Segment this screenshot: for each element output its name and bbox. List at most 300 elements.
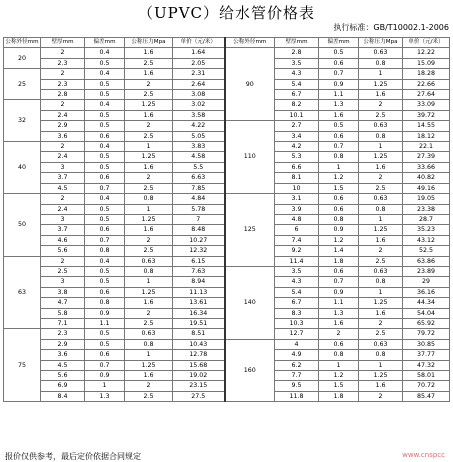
cell-wall: 5.4 xyxy=(275,79,319,89)
cell-price: 8.48 xyxy=(173,225,225,235)
cell-wall: 8.3 xyxy=(275,308,319,318)
header-price: 单价（元/米） xyxy=(403,38,450,48)
cell-price: 52.5 xyxy=(403,246,450,256)
cell-wall: 9.2 xyxy=(275,246,319,256)
cell-wall: 3.7 xyxy=(41,225,85,235)
cell-pressure: 0.8 xyxy=(359,131,403,141)
cell-price: 8.94 xyxy=(173,277,225,287)
cell-pressure: 1.6 xyxy=(359,235,403,245)
cell-wall: 4.6 xyxy=(41,235,85,245)
cell-wall: 3.7 xyxy=(41,173,85,183)
footnote: 报价仅供参考，最后定价依据合同规定 xyxy=(5,452,141,461)
table-row xyxy=(4,121,450,131)
cell-price: 63.86 xyxy=(403,256,450,266)
cell-wall: 3 xyxy=(41,162,85,172)
cell-pressure: 2.5 xyxy=(125,58,173,68)
cell-pressure: 1.6 xyxy=(359,162,403,172)
cell-deviation: 0.4 xyxy=(85,100,125,110)
cell-deviation: 0.9 xyxy=(319,287,359,297)
cell-wall: 7.1 xyxy=(41,318,85,328)
cell-wall: 2 xyxy=(41,100,85,110)
cell-pressure: 1.25 xyxy=(125,152,173,162)
cell-price: 7 xyxy=(173,214,225,224)
cell-deviation: 0.6 xyxy=(319,194,359,204)
cell-deviation: 0.5 xyxy=(85,110,125,120)
cell-pressure: 0.63 xyxy=(125,329,173,339)
cell-wall: 6.9 xyxy=(41,381,85,391)
cell-wall: 3.9 xyxy=(275,204,319,214)
cell-wall: 11.8 xyxy=(275,391,319,401)
cell-pressure: 1 xyxy=(125,142,173,152)
cell-pressure: 1 xyxy=(359,360,403,370)
cell-price: 39.72 xyxy=(403,110,450,120)
cell-pressure: 2 xyxy=(359,100,403,110)
table-header-row xyxy=(4,38,450,48)
cell-deviation: 0.6 xyxy=(319,204,359,214)
cell-price: 2.05 xyxy=(173,58,225,68)
cell-pressure: 0.8 xyxy=(125,266,173,276)
cell-pressure: 0.8 xyxy=(359,350,403,360)
cell-wall: 2.5 xyxy=(41,266,85,276)
cell-price: 11.13 xyxy=(173,287,225,297)
cell-price: 3.02 xyxy=(173,100,225,110)
cell-deviation: 0.5 xyxy=(85,121,125,131)
cell-pressure: 0.63 xyxy=(359,339,403,349)
cell-wall: 4.5 xyxy=(41,360,85,370)
cell-price: 12.22 xyxy=(403,48,450,58)
cell-deviation: 0.4 xyxy=(85,48,125,58)
cell-pressure: 1.6 xyxy=(125,371,173,381)
cell-dn: 25 xyxy=(4,69,41,100)
cell-wall: 2.4 xyxy=(41,204,85,214)
cell-price: 14.55 xyxy=(403,121,450,131)
cell-wall: 3 xyxy=(41,214,85,224)
cell-wall: 11.4 xyxy=(275,256,319,266)
cell-deviation: 1.4 xyxy=(319,246,359,256)
cell-price: 85.47 xyxy=(403,391,450,401)
cell-price: 4.84 xyxy=(173,194,225,204)
cell-price: 37.77 xyxy=(403,350,450,360)
cell-wall: 3.5 xyxy=(275,58,319,68)
cell-wall: 2.3 xyxy=(41,58,85,68)
cell-wall: 6.7 xyxy=(275,298,319,308)
cell-wall: 4 xyxy=(275,339,319,349)
header-dn: 公称外径mm xyxy=(4,38,41,48)
cell-pressure: 1.6 xyxy=(359,308,403,318)
cell-price: 2.31 xyxy=(173,69,225,79)
cell-dn: 125 xyxy=(225,194,275,267)
cell-pressure: 1.25 xyxy=(359,152,403,162)
cell-dn: 40 xyxy=(4,142,41,194)
cell-price: 54.04 xyxy=(403,308,450,318)
cell-deviation: 1 xyxy=(319,360,359,370)
cell-pressure: 2.5 xyxy=(125,131,173,141)
cell-wall: 8.1 xyxy=(275,173,319,183)
cell-wall: 8.4 xyxy=(41,391,85,401)
cell-pressure: 1.6 xyxy=(125,225,173,235)
cell-deviation: 1.1 xyxy=(85,318,125,328)
cell-wall: 3.5 xyxy=(275,266,319,276)
cell-price: 28.7 xyxy=(403,214,450,224)
cell-deviation: 0.8 xyxy=(319,350,359,360)
cell-wall: 8.2 xyxy=(275,100,319,110)
cell-deviation: 0.6 xyxy=(319,339,359,349)
cell-pressure: 0.8 xyxy=(125,339,173,349)
cell-price: 22.66 xyxy=(403,79,450,89)
cell-deviation: 0.4 xyxy=(85,256,125,266)
cell-dn: 90 xyxy=(225,48,275,121)
cell-deviation: 1.2 xyxy=(319,371,359,381)
cell-deviation: 0.8 xyxy=(85,298,125,308)
cell-deviation: 0.9 xyxy=(319,79,359,89)
cell-pressure: 2.5 xyxy=(125,246,173,256)
cell-pressure: 2.5 xyxy=(359,110,403,120)
cell-deviation: 1.1 xyxy=(319,90,359,100)
header-wall: 壁厚mm xyxy=(275,38,319,48)
cell-wall: 2.4 xyxy=(41,110,85,120)
cell-price: 5.5 xyxy=(173,162,225,172)
standard-label: 执行标准：GB/T10002.1-2006 xyxy=(333,23,449,32)
cell-wall: 3.6 xyxy=(41,131,85,141)
header-dn: 公称外径mm xyxy=(225,38,275,48)
cell-price: 10.43 xyxy=(173,339,225,349)
cell-pressure: 0.63 xyxy=(359,121,403,131)
cell-deviation: 0.9 xyxy=(85,308,125,318)
cell-price: 5.05 xyxy=(173,131,225,141)
cell-price: 47.32 xyxy=(403,360,450,370)
cell-deviation: 0.6 xyxy=(85,350,125,360)
cell-deviation: 0.6 xyxy=(85,173,125,183)
cell-price: 23.15 xyxy=(173,381,225,391)
cell-price: 6.63 xyxy=(173,173,225,183)
cell-wall: 5.6 xyxy=(41,371,85,381)
cell-pressure: 1 xyxy=(359,142,403,152)
cell-wall: 3.6 xyxy=(41,350,85,360)
cell-price: 79.72 xyxy=(403,329,450,339)
cell-deviation: 0.8 xyxy=(319,214,359,224)
cell-pressure: 1.6 xyxy=(125,48,173,58)
cell-price: 4.22 xyxy=(173,121,225,131)
cell-pressure: 1 xyxy=(125,204,173,214)
cell-price: 33.66 xyxy=(403,162,450,172)
cell-wall: 6 xyxy=(275,225,319,235)
cell-wall: 2.9 xyxy=(41,121,85,131)
cell-wall: 12.7 xyxy=(275,329,319,339)
cell-price: 4.58 xyxy=(173,152,225,162)
cell-wall: 2.8 xyxy=(275,48,319,58)
cell-price: 18.12 xyxy=(403,131,450,141)
cell-price: 36.16 xyxy=(403,287,450,297)
cell-wall: 5.6 xyxy=(41,246,85,256)
cell-price: 13.61 xyxy=(173,298,225,308)
cell-deviation: 0.8 xyxy=(85,246,125,256)
cell-dn: 160 xyxy=(225,339,275,401)
cell-pressure: 2.5 xyxy=(125,183,173,193)
cell-price: 3.58 xyxy=(173,110,225,120)
cell-dn: 50 xyxy=(4,194,41,256)
cell-deviation: 0.7 xyxy=(85,235,125,245)
cell-price: 10.27 xyxy=(173,235,225,245)
cell-deviation: 0.6 xyxy=(85,287,125,297)
cell-deviation: 0.4 xyxy=(85,69,125,79)
cell-pressure: 1.6 xyxy=(359,381,403,391)
cell-pressure: 0.63 xyxy=(359,48,403,58)
cell-wall: 10.1 xyxy=(275,110,319,120)
header-pressure: 公称压力Mpa xyxy=(359,38,403,48)
header-pressure: 公称压力Mpa xyxy=(125,38,173,48)
cell-wall: 2 xyxy=(41,69,85,79)
header-price: 单价（元/米） xyxy=(173,38,225,48)
cell-wall: 2 xyxy=(41,256,85,266)
cell-deviation: 0.6 xyxy=(319,266,359,276)
table-row xyxy=(4,194,450,204)
cell-deviation: 0.5 xyxy=(85,214,125,224)
cell-price: 65.92 xyxy=(403,318,450,328)
cell-price: 40.82 xyxy=(403,173,450,183)
table-body xyxy=(4,48,450,402)
cell-deviation: 0.5 xyxy=(85,79,125,89)
cell-price: 35.23 xyxy=(403,225,450,235)
cell-deviation: 0.7 xyxy=(319,69,359,79)
cell-deviation: 0.5 xyxy=(319,48,359,58)
cell-wall: 5.3 xyxy=(275,152,319,162)
cell-pressure: 2.5 xyxy=(125,318,173,328)
cell-wall: 6.2 xyxy=(275,360,319,370)
cell-price: 7.85 xyxy=(173,183,225,193)
table-row xyxy=(4,48,450,58)
cell-wall: 5.4 xyxy=(275,287,319,297)
cell-price: 8.51 xyxy=(173,329,225,339)
cell-deviation: 0.5 xyxy=(85,90,125,100)
cell-pressure: 1 xyxy=(125,277,173,287)
cell-pressure: 1.25 xyxy=(125,100,173,110)
cell-deviation: 0.6 xyxy=(85,131,125,141)
cell-deviation: 0.9 xyxy=(85,371,125,381)
watermark-stamp: www.cnspcc xyxy=(402,451,445,459)
cell-wall: 2.7 xyxy=(275,121,319,131)
cell-price: 30.85 xyxy=(403,339,450,349)
cell-pressure: 2.5 xyxy=(125,391,173,401)
cell-price: 2.64 xyxy=(173,79,225,89)
cell-pressure: 2 xyxy=(125,79,173,89)
cell-pressure: 1 xyxy=(359,214,403,224)
cell-pressure: 1 xyxy=(125,350,173,360)
cell-wall: 6.7 xyxy=(275,90,319,100)
cell-pressure: 1.6 xyxy=(125,298,173,308)
cell-price: 27.39 xyxy=(403,152,450,162)
cell-price: 58.01 xyxy=(403,371,450,381)
cell-price: 1.64 xyxy=(173,48,225,58)
cell-price: 44.34 xyxy=(403,298,450,308)
cell-price: 49.16 xyxy=(403,183,450,193)
cell-dn: 63 xyxy=(4,256,41,329)
table-row xyxy=(4,339,450,349)
cell-dn: 110 xyxy=(225,121,275,194)
cell-pressure: 0.63 xyxy=(359,194,403,204)
cell-deviation: 0.5 xyxy=(85,204,125,214)
cell-deviation: 0.6 xyxy=(319,131,359,141)
cell-wall: 2 xyxy=(41,48,85,58)
cell-wall: 3.1 xyxy=(275,194,319,204)
cell-wall: 4.8 xyxy=(275,214,319,224)
cell-pressure: 2.5 xyxy=(359,329,403,339)
cell-deviation: 1.3 xyxy=(319,308,359,318)
cell-deviation: 0.7 xyxy=(85,360,125,370)
cell-price: 15.68 xyxy=(173,360,225,370)
cell-price: 19.05 xyxy=(403,194,450,204)
cell-deviation: 0.4 xyxy=(85,142,125,152)
cell-pressure: 2 xyxy=(359,318,403,328)
cell-price: 5.78 xyxy=(173,204,225,214)
cell-deviation: 0.5 xyxy=(85,339,125,349)
cell-deviation: 1.5 xyxy=(319,381,359,391)
cell-pressure: 0.8 xyxy=(359,277,403,287)
cell-deviation: 0.6 xyxy=(319,58,359,68)
cell-price: 7.63 xyxy=(173,266,225,276)
cell-wall: 2 xyxy=(41,194,85,204)
cell-pressure: 1.25 xyxy=(359,225,403,235)
cell-pressure: 1.25 xyxy=(359,79,403,89)
header-wall: 壁厚mm xyxy=(41,38,85,48)
cell-deviation: 0.4 xyxy=(85,194,125,204)
cell-price: 19.51 xyxy=(173,318,225,328)
cell-deviation: 1 xyxy=(85,381,125,391)
cell-price: 23.38 xyxy=(403,204,450,214)
cell-pressure: 0.8 xyxy=(125,194,173,204)
cell-price: 12.78 xyxy=(173,350,225,360)
cell-deviation: 1.3 xyxy=(319,100,359,110)
cell-deviation: 0.6 xyxy=(85,225,125,235)
cell-wall: 4.5 xyxy=(41,183,85,193)
cell-price: 43.12 xyxy=(403,235,450,245)
cell-price: 15.09 xyxy=(403,58,450,68)
cell-pressure: 1.25 xyxy=(359,371,403,381)
cell-wall: 4.2 xyxy=(275,142,319,152)
cell-price: 12.32 xyxy=(173,246,225,256)
cell-pressure: 1.25 xyxy=(359,298,403,308)
cell-pressure: 1.25 xyxy=(125,360,173,370)
cell-deviation: 2 xyxy=(319,329,359,339)
cell-price: 29 xyxy=(403,277,450,287)
cell-pressure: 0.8 xyxy=(359,58,403,68)
cell-wall: 4.3 xyxy=(275,277,319,287)
cell-dn: 140 xyxy=(225,266,275,339)
cell-deviation: 1.8 xyxy=(319,391,359,401)
cell-deviation: 1.1 xyxy=(319,298,359,308)
cell-deviation: 0.9 xyxy=(319,225,359,235)
cell-price: 3.83 xyxy=(173,142,225,152)
cell-pressure: 1.6 xyxy=(125,162,173,172)
cell-price: 27.64 xyxy=(403,90,450,100)
cell-wall: 7.7 xyxy=(275,371,319,381)
cell-wall: 3.8 xyxy=(41,287,85,297)
cell-deviation: 1.6 xyxy=(319,318,359,328)
cell-deviation: 0.7 xyxy=(85,183,125,193)
cell-price: 3.08 xyxy=(173,90,225,100)
cell-price: 33.09 xyxy=(403,100,450,110)
cell-pressure: 1 xyxy=(359,69,403,79)
cell-deviation: 1.8 xyxy=(319,256,359,266)
cell-price: 19.02 xyxy=(173,371,225,381)
cell-wall: 10.3 xyxy=(275,318,319,328)
cell-pressure: 2 xyxy=(125,173,173,183)
cell-pressure: 0.63 xyxy=(359,266,403,276)
cell-price: 70.72 xyxy=(403,381,450,391)
cell-wall: 5.8 xyxy=(41,308,85,318)
cell-deviation: 0.8 xyxy=(319,152,359,162)
cell-wall: 10 xyxy=(275,183,319,193)
cell-wall: 2.3 xyxy=(41,329,85,339)
header-dev: 偏差mm xyxy=(319,38,359,48)
cell-pressure: 2.5 xyxy=(359,183,403,193)
cell-price: 18.28 xyxy=(403,69,450,79)
cell-price: 16.34 xyxy=(173,308,225,318)
cell-dn: 20 xyxy=(4,48,41,69)
cell-pressure: 1.25 xyxy=(125,287,173,297)
cell-wall: 2.4 xyxy=(41,152,85,162)
cell-pressure: 2 xyxy=(125,235,173,245)
cell-wall: 4.9 xyxy=(275,350,319,360)
cell-wall: 6.6 xyxy=(275,162,319,172)
cell-pressure: 2 xyxy=(125,308,173,318)
cell-deviation: 1.3 xyxy=(85,391,125,401)
cell-deviation: 0.5 xyxy=(319,121,359,131)
cell-deviation: 1 xyxy=(319,162,359,172)
cell-deviation: 0.5 xyxy=(85,152,125,162)
cell-deviation: 0.5 xyxy=(85,266,125,276)
cell-wall: 2.9 xyxy=(41,339,85,349)
cell-pressure: 0.63 xyxy=(125,256,173,266)
cell-pressure: 1.25 xyxy=(125,214,173,224)
cell-wall: 2.8 xyxy=(41,90,85,100)
cell-pressure: 0.8 xyxy=(359,204,403,214)
cell-deviation: 1.2 xyxy=(319,173,359,183)
cell-pressure: 2.5 xyxy=(125,90,173,100)
cell-wall: 4.3 xyxy=(275,69,319,79)
cell-wall: 7.4 xyxy=(275,235,319,245)
cell-wall: 9.5 xyxy=(275,381,319,391)
cell-pressure: 2.5 xyxy=(359,256,403,266)
cell-price: 23.89 xyxy=(403,266,450,276)
cell-price: 27.5 xyxy=(173,391,225,401)
cell-dn: 32 xyxy=(4,100,41,142)
header-dev: 偏差mm xyxy=(85,38,125,48)
price-table xyxy=(3,37,450,402)
cell-deviation: 0.5 xyxy=(85,329,125,339)
cell-deviation: 1.2 xyxy=(319,235,359,245)
page-title: （UPVC）给水管价格表 xyxy=(137,4,316,22)
cell-dn: 75 xyxy=(4,329,41,402)
table-row xyxy=(4,266,450,276)
cell-pressure: 2 xyxy=(125,381,173,391)
cell-deviation: 1.6 xyxy=(319,110,359,120)
cell-wall: 3 xyxy=(41,277,85,287)
cell-deviation: 0.5 xyxy=(85,58,125,68)
cell-pressure: 1.6 xyxy=(125,69,173,79)
cell-pressure: 2 xyxy=(359,246,403,256)
cell-pressure: 1.6 xyxy=(359,90,403,100)
cell-wall: 2.3 xyxy=(41,79,85,89)
cell-price: 22.1 xyxy=(403,142,450,152)
cell-pressure: 2 xyxy=(125,121,173,131)
cell-deviation: 0.7 xyxy=(319,277,359,287)
cell-deviation: 0.5 xyxy=(85,277,125,287)
cell-price: 6.15 xyxy=(173,256,225,266)
cell-pressure: 2 xyxy=(359,391,403,401)
cell-pressure: 1.6 xyxy=(125,110,173,120)
cell-wall: 4.7 xyxy=(41,298,85,308)
cell-pressure: 1 xyxy=(359,287,403,297)
